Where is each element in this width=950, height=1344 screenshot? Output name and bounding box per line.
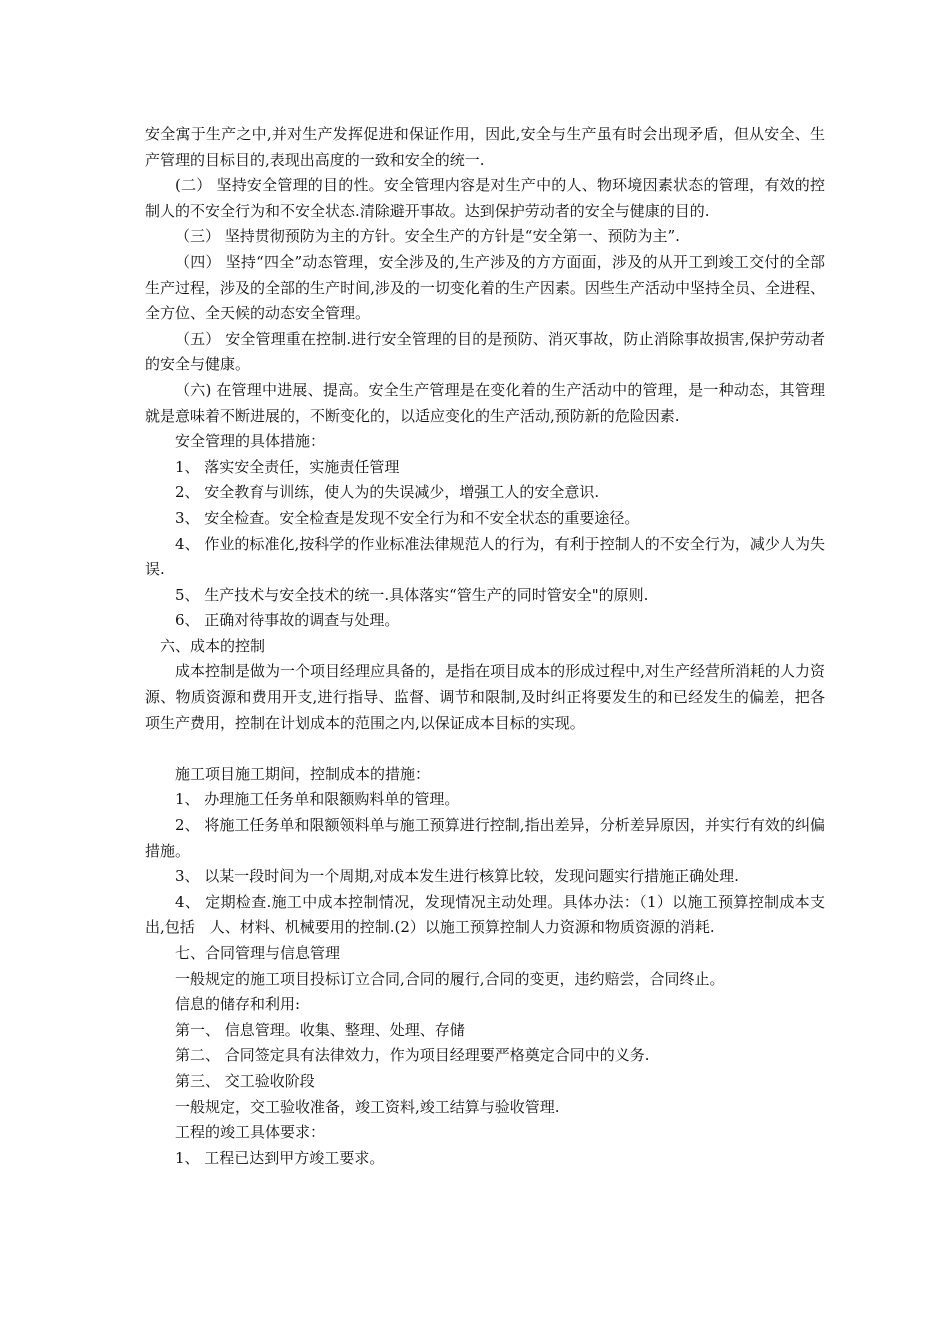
paragraph-10: 4、 作业的标准化,按科学的作业标准法律规范人的行为，有利于控制人的不安全行为，减少人为失误. [145,534,825,579]
paragraph-1: (二） 坚持安全管理的目的性。安全管理内容是对生产中的人、物环境因素状态的管理，有效的控制人的不安全行为和不安全状态.清除避开事故。达到保护劳动者的安全与健康的目的. [145,176,825,220]
paragraph-28: 工程的竣工具体要求： [175,1123,326,1142]
paragraph-24: 第一、 信息管理。收集、整理、处理、存储 [175,1020,465,1039]
paragraph-6: 安全管理的具体措施： [175,432,326,451]
paragraph-12: 6、 正确对待事故的调查与处理。 [175,611,400,630]
paragraph-22: 一般规定的施工项目投标订立合同,合同的履行,合同的变更，违约赔尝，合同终止。 [175,969,725,988]
paragraph-4: （五） 安全管理重在控制.进行安全管理的目的是预防、消灭事故，防止消除事故损害,保护劳动者的安全与健康。 [145,329,825,374]
blank-line [145,736,825,762]
paragraph-16: 施工项目施工期间，控制成本的措施： [175,764,431,783]
paragraph-3: （四） 坚持“四全”动态管理，安全涉及的,生产涉及的方方面面，涉及的从开工到竣工交付的全部生产过程，涉及的全部的生产时间,涉及的一切变化着的生产因素。因些生产活动中坚持全员、全进程、全方位、全天候的动态安全管理。 [145,252,825,323]
section-heading-contract-management: 七、合同管理与信息管理 [175,944,341,962]
paragraph-19: 3、 以某一段时间为一个周期,对成本发生进行核算比较，发现问题实行措施正确处理. [175,867,739,886]
paragraph-7: 1、 落实安全责任，实施责任管理 [175,457,400,476]
paragraph-8: 2、 安全教育与训练，使人为的失误减少，增强工人的安全意识. [175,483,600,502]
paragraph-5: （六) 在管理中进展、提高。安全生产管理是在变化着的生产活动中的管理，是一种动态，其管理就是意味着不断进展的，不断变化的，以适应变化的生产活动,预防新的危险因素. [145,380,825,425]
section-heading-cost-control: 六、成本的控制 [160,636,266,655]
paragraph-26: 第三、 交工验收阶段 [175,1071,315,1090]
paragraph-9: 3、 安全检查。安全检查是发现不安全行为和不安全状态的重要途径。 [175,508,640,527]
paragraph-23: 信息的储存和利用: [175,995,301,1014]
document-page [145,122,825,1171]
paragraph-29: 1、 工程已达到甲方竣工要求。 [175,1148,385,1167]
paragraph-18: 2、 将施工任务单和限额领料单与施工预算进行控制,指出差异，分析差异原因，并实行有效的纠偏措施。 [145,816,825,860]
paragraph-20: 4、 定期检查.施工中成本控制情况，发现情况主动处理。具体办法：（1）以施工预算控制成本支出,包括 人、材料、机械要用的控制.(2）以施工预算控制人力资源和物质资源的消耗. [145,892,825,937]
paragraph-0: 安全寓于生产之中,并对生产发挥促进和保证作用，因此,安全与生产虽有时会出现矛盾，但从安全、生产管理的目标目的,表现出高度的一致和安全的统一. [145,125,825,169]
paragraph-27: 一般规定，交工验收准备，竣工资料,竣工结算与验收管理. [175,1097,560,1116]
paragraph-2: （三） 坚持贯彻预防为主的方针。安全生产的方针是“安全第一、预防为主”. [175,227,680,246]
paragraph-17: 1、 办理施工任务单和限额购料单的管理。 [175,790,460,809]
paragraph-25: 第二、 合同签定具有法律效力，作为项目经理要严格奠定合同中的义务. [175,1046,650,1065]
paragraph-11: 5、 生产技术与安全技术的统一.具体落实“管生产的同时管安全"的原则. [175,585,649,604]
paragraph-14: 成本控制是做为一个项目经理应具备的，是指在项目成本的形成过程中,对生产经营所消耗的人力资源、物质资源和费用开支,进行指导、监督、调节和限制,及时纠正将要发生的和已经发生的偏差，把各项生产费用，控制在计划成本的范围之内,以保证成本目标的实现。 [145,662,825,732]
